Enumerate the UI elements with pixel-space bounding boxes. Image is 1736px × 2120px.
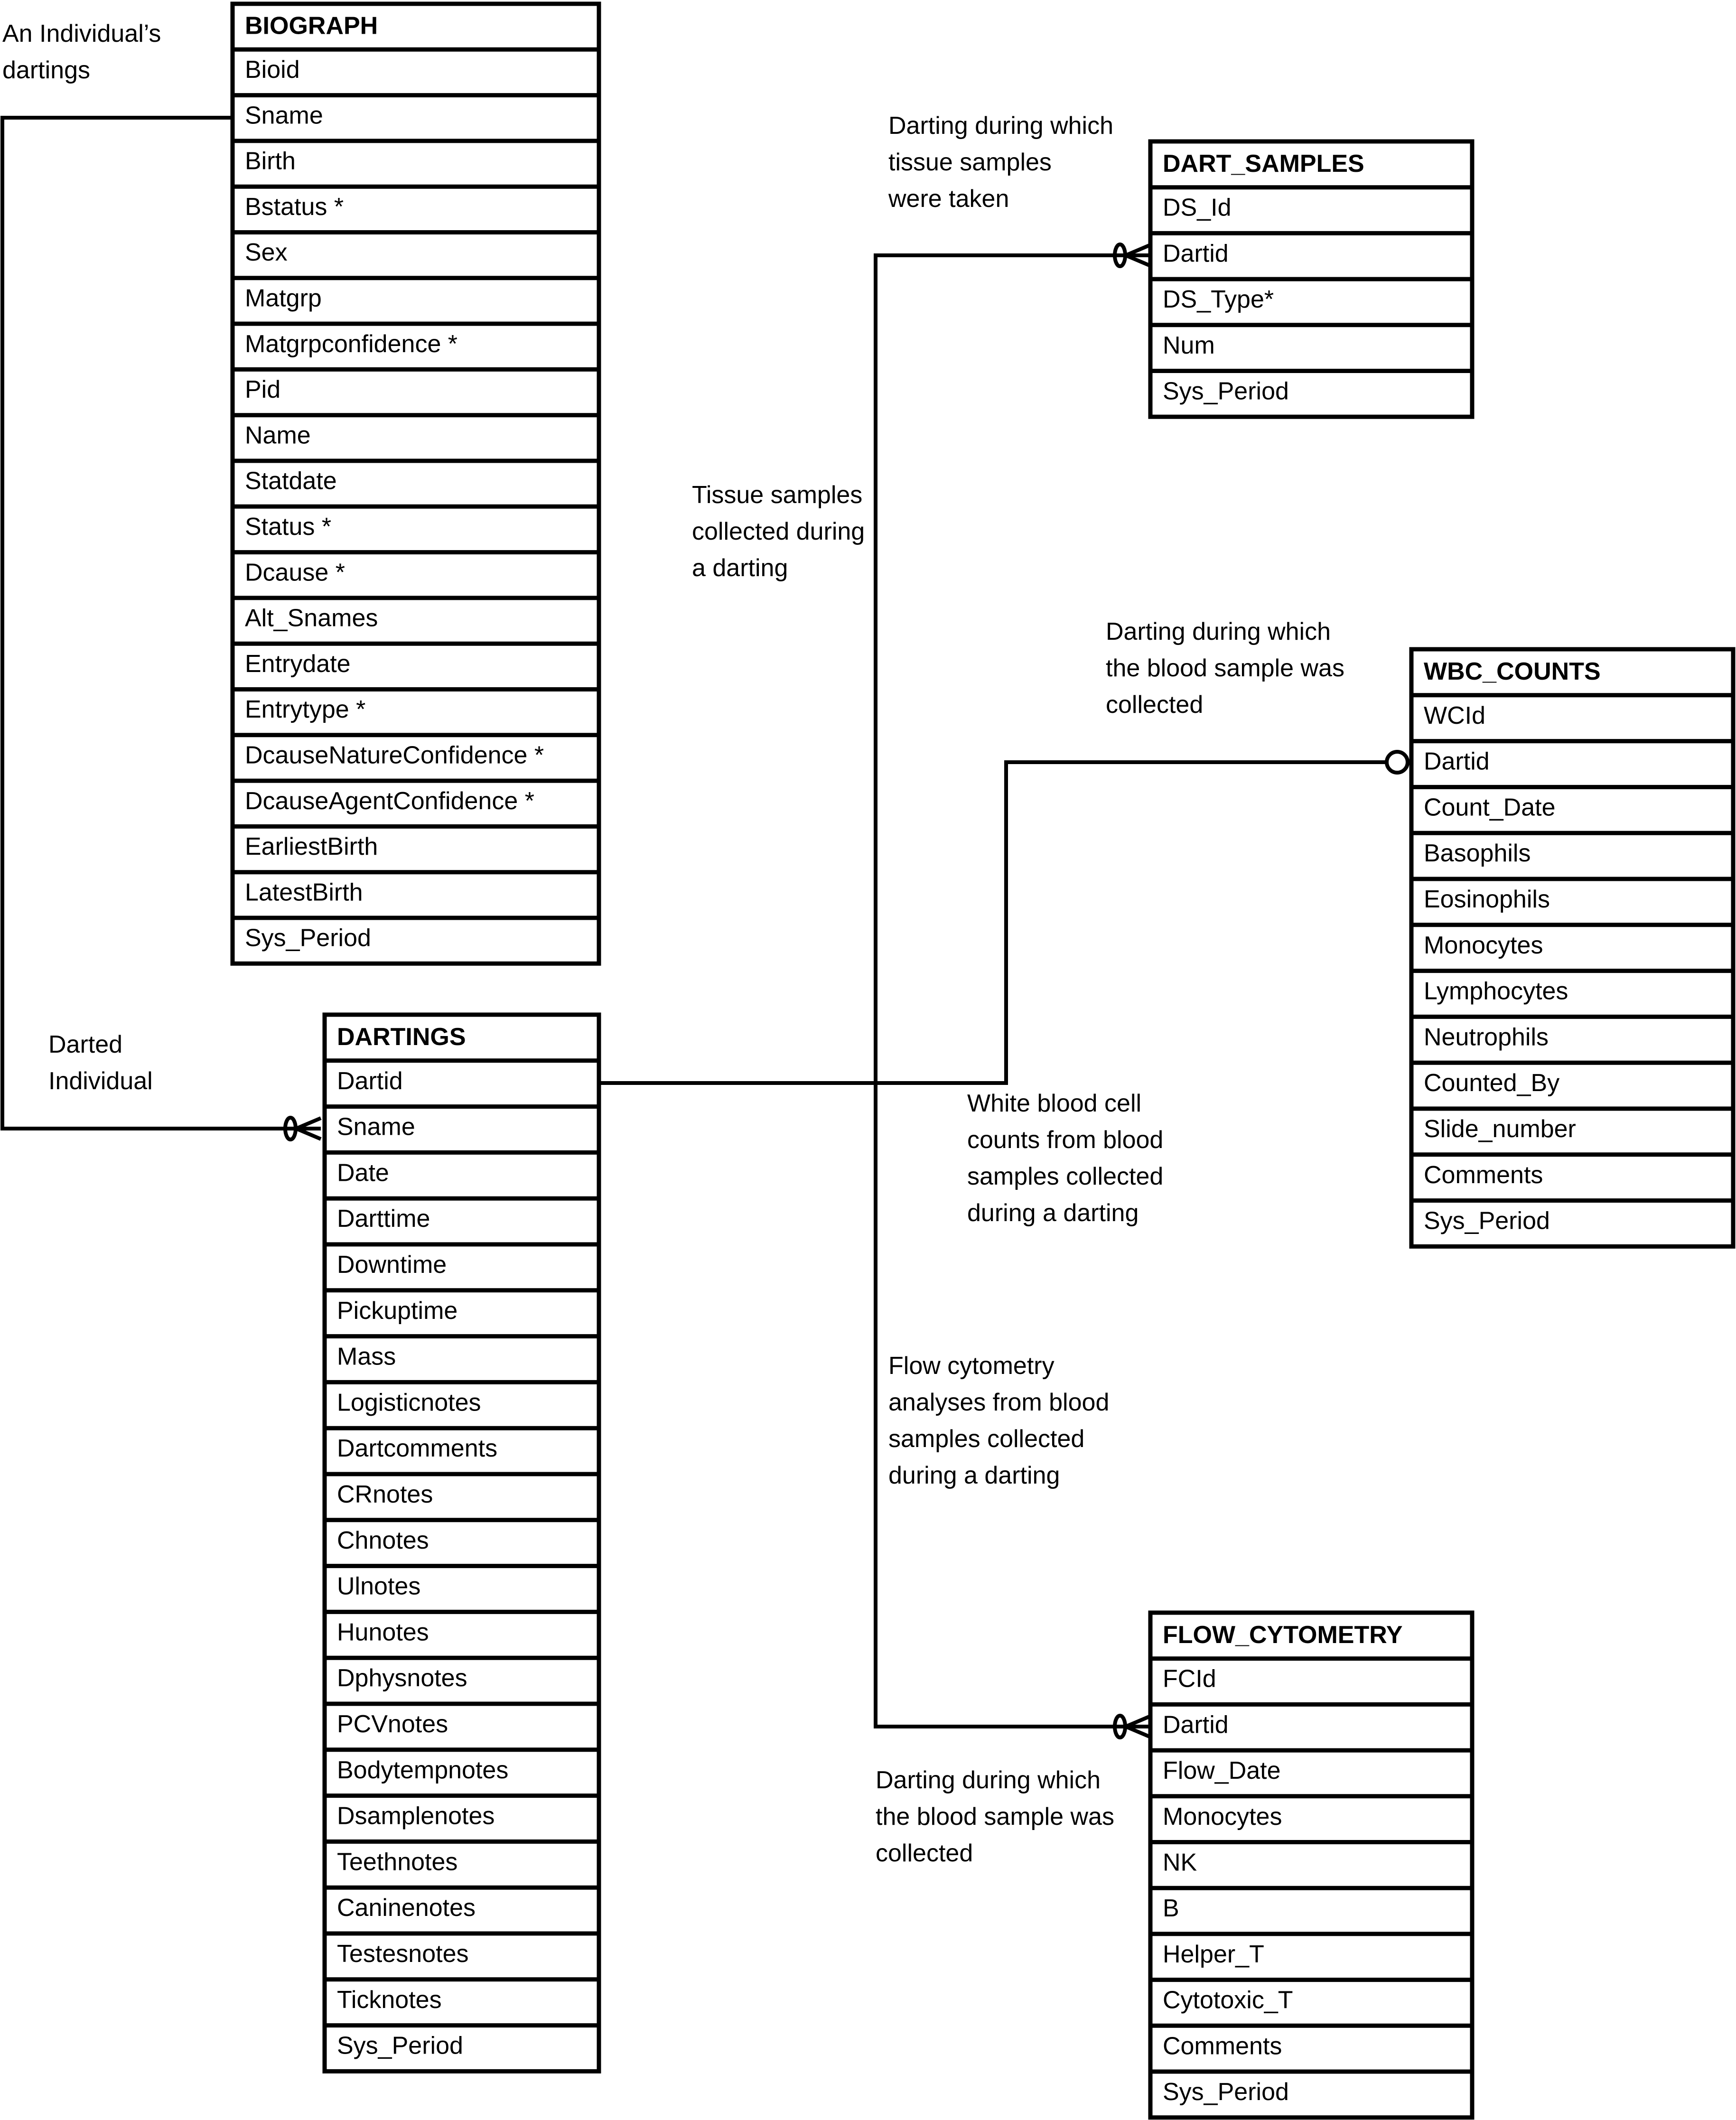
table-field: Neutrophils: [1424, 1023, 1549, 1051]
table-field: Caninenotes: [337, 1894, 476, 1922]
table-field: Date: [337, 1159, 389, 1187]
table-field: Logisticnotes: [337, 1389, 481, 1417]
table-field: Num: [1163, 331, 1215, 359]
table-field: Cytotoxic_T: [1163, 1986, 1293, 2014]
note-darting-tissue: Darting during which tissue samples were taken: [888, 112, 1114, 213]
table-field: Pid: [245, 376, 281, 404]
table-field: Flow_Date: [1163, 1757, 1281, 1785]
note-individual-dartings: An Individual’s dartings: [2, 20, 161, 84]
table-field: WCId: [1424, 701, 1485, 729]
table-field: Sname: [245, 102, 323, 130]
table-field: Dphysnotes: [337, 1664, 467, 1692]
table-field: LatestBirth: [245, 878, 363, 906]
table-field: Sname: [337, 1113, 415, 1141]
table-field: Hunotes: [337, 1618, 429, 1646]
table-field: Dartid: [337, 1067, 403, 1095]
table-field: Pickuptime: [337, 1297, 458, 1325]
table-field: Ulnotes: [337, 1572, 421, 1600]
table-dartings-title: DARTINGS: [337, 1023, 466, 1051]
table-field: Sys_Period: [1424, 1207, 1550, 1235]
table-field: Lymphocytes: [1424, 977, 1568, 1005]
table-field: Slide_number: [1424, 1115, 1576, 1143]
table-field: Entrytype *: [245, 696, 366, 724]
table-field: Bstatus *: [245, 193, 344, 221]
table-field: Birth: [245, 147, 296, 175]
connector-dartings-trunk: [599, 762, 1408, 1083]
table-field: Helper_T: [1163, 1940, 1264, 1968]
note-darting-blood-flow: Darting during which the blood sample was collected: [876, 1766, 1114, 1867]
note-tissue-collected: Tissue samples collected during a darting: [692, 481, 865, 582]
table-flow-cytometry-title: FLOW_CYTOMETRY: [1163, 1621, 1403, 1649]
table-field: DS_Id: [1163, 194, 1232, 222]
table-field: Monocytes: [1163, 1802, 1282, 1830]
table-field: Chnotes: [337, 1526, 429, 1554]
table-field: CRnotes: [337, 1481, 433, 1509]
table-field: NK: [1163, 1849, 1197, 1877]
table-field: Testesnotes: [337, 1940, 469, 1968]
table-field: Bodytempnotes: [337, 1756, 509, 1784]
table-dartings: [325, 1015, 599, 2071]
table-field: Mass: [337, 1343, 396, 1371]
table-field: Sys_Period: [1163, 377, 1289, 405]
note-flow-cytometry: Flow cytometry analyses from blood samples collected during a darting: [888, 1352, 1110, 1489]
table-field: Dartcomments: [337, 1435, 498, 1463]
table-flow-cytometry: [1150, 1613, 1472, 2118]
table-field: Count_Date: [1424, 794, 1556, 822]
table-field: DcauseAgentConfidence *: [245, 787, 534, 815]
table-field: EarliestBirth: [245, 833, 378, 861]
circle-wbc-counts-dartid: [1387, 752, 1408, 773]
table-field: Counted_By: [1424, 1069, 1560, 1097]
table-field: Darttime: [337, 1205, 430, 1233]
table-field: Ticknotes: [337, 1986, 442, 2014]
note-darted-individual: Darted Individual: [48, 1031, 153, 1095]
table-field: PCVnotes: [337, 1710, 448, 1738]
table-field: Monocytes: [1424, 931, 1543, 959]
table-field: DcauseNatureConfidence *: [245, 741, 544, 769]
table-field: Name: [245, 421, 311, 449]
table-field: Bioid: [245, 56, 300, 84]
table-field: Entrydate: [245, 650, 351, 678]
table-biograph-title: BIOGRAPH: [245, 12, 378, 40]
table-field: Sex: [245, 239, 288, 267]
table-field: Status *: [245, 513, 332, 541]
table-field: Matgrp: [245, 284, 322, 312]
table-wbc-counts: [1411, 649, 1733, 1246]
table-dart-samples-title: DART_SAMPLES: [1163, 149, 1364, 177]
table-field: Dcause *: [245, 559, 345, 587]
table-field: Matgrpconfidence *: [245, 330, 458, 358]
table-field: Sys_Period: [337, 2032, 463, 2060]
table-field: Comments: [1424, 1161, 1543, 1189]
note-darting-blood-wbc: Darting during which the blood sample was collected: [1106, 618, 1344, 719]
table-field: Dsamplenotes: [337, 1802, 495, 1830]
table-field: Statdate: [245, 467, 337, 495]
note-wbc-counts: White blood cell counts from blood samples collected during a darting: [967, 1090, 1164, 1227]
table-field: FCId: [1163, 1665, 1216, 1693]
table-field: Basophils: [1424, 840, 1531, 868]
table-field: Dartid: [1424, 747, 1490, 775]
entity-tables: [233, 4, 1733, 2118]
table-field: Sys_Period: [1163, 2078, 1289, 2106]
table-field: Dartid: [1163, 1711, 1229, 1739]
table-field: Sys_Period: [245, 924, 371, 952]
table-field: Dartid: [1163, 240, 1229, 268]
table-biograph: [233, 4, 599, 963]
table-field: B: [1163, 1895, 1179, 1923]
table-dart-samples: [1150, 141, 1472, 417]
table-field: Teethnotes: [337, 1848, 458, 1876]
table-field: Comments: [1163, 2032, 1282, 2060]
table-field: Eosinophils: [1424, 886, 1550, 914]
table-field: Downtime: [337, 1251, 447, 1279]
table-field: Alt_Snames: [245, 604, 378, 632]
table-wbc-counts-title: WBC_COUNTS: [1424, 657, 1601, 685]
table-field: DS_Type*: [1163, 286, 1274, 314]
